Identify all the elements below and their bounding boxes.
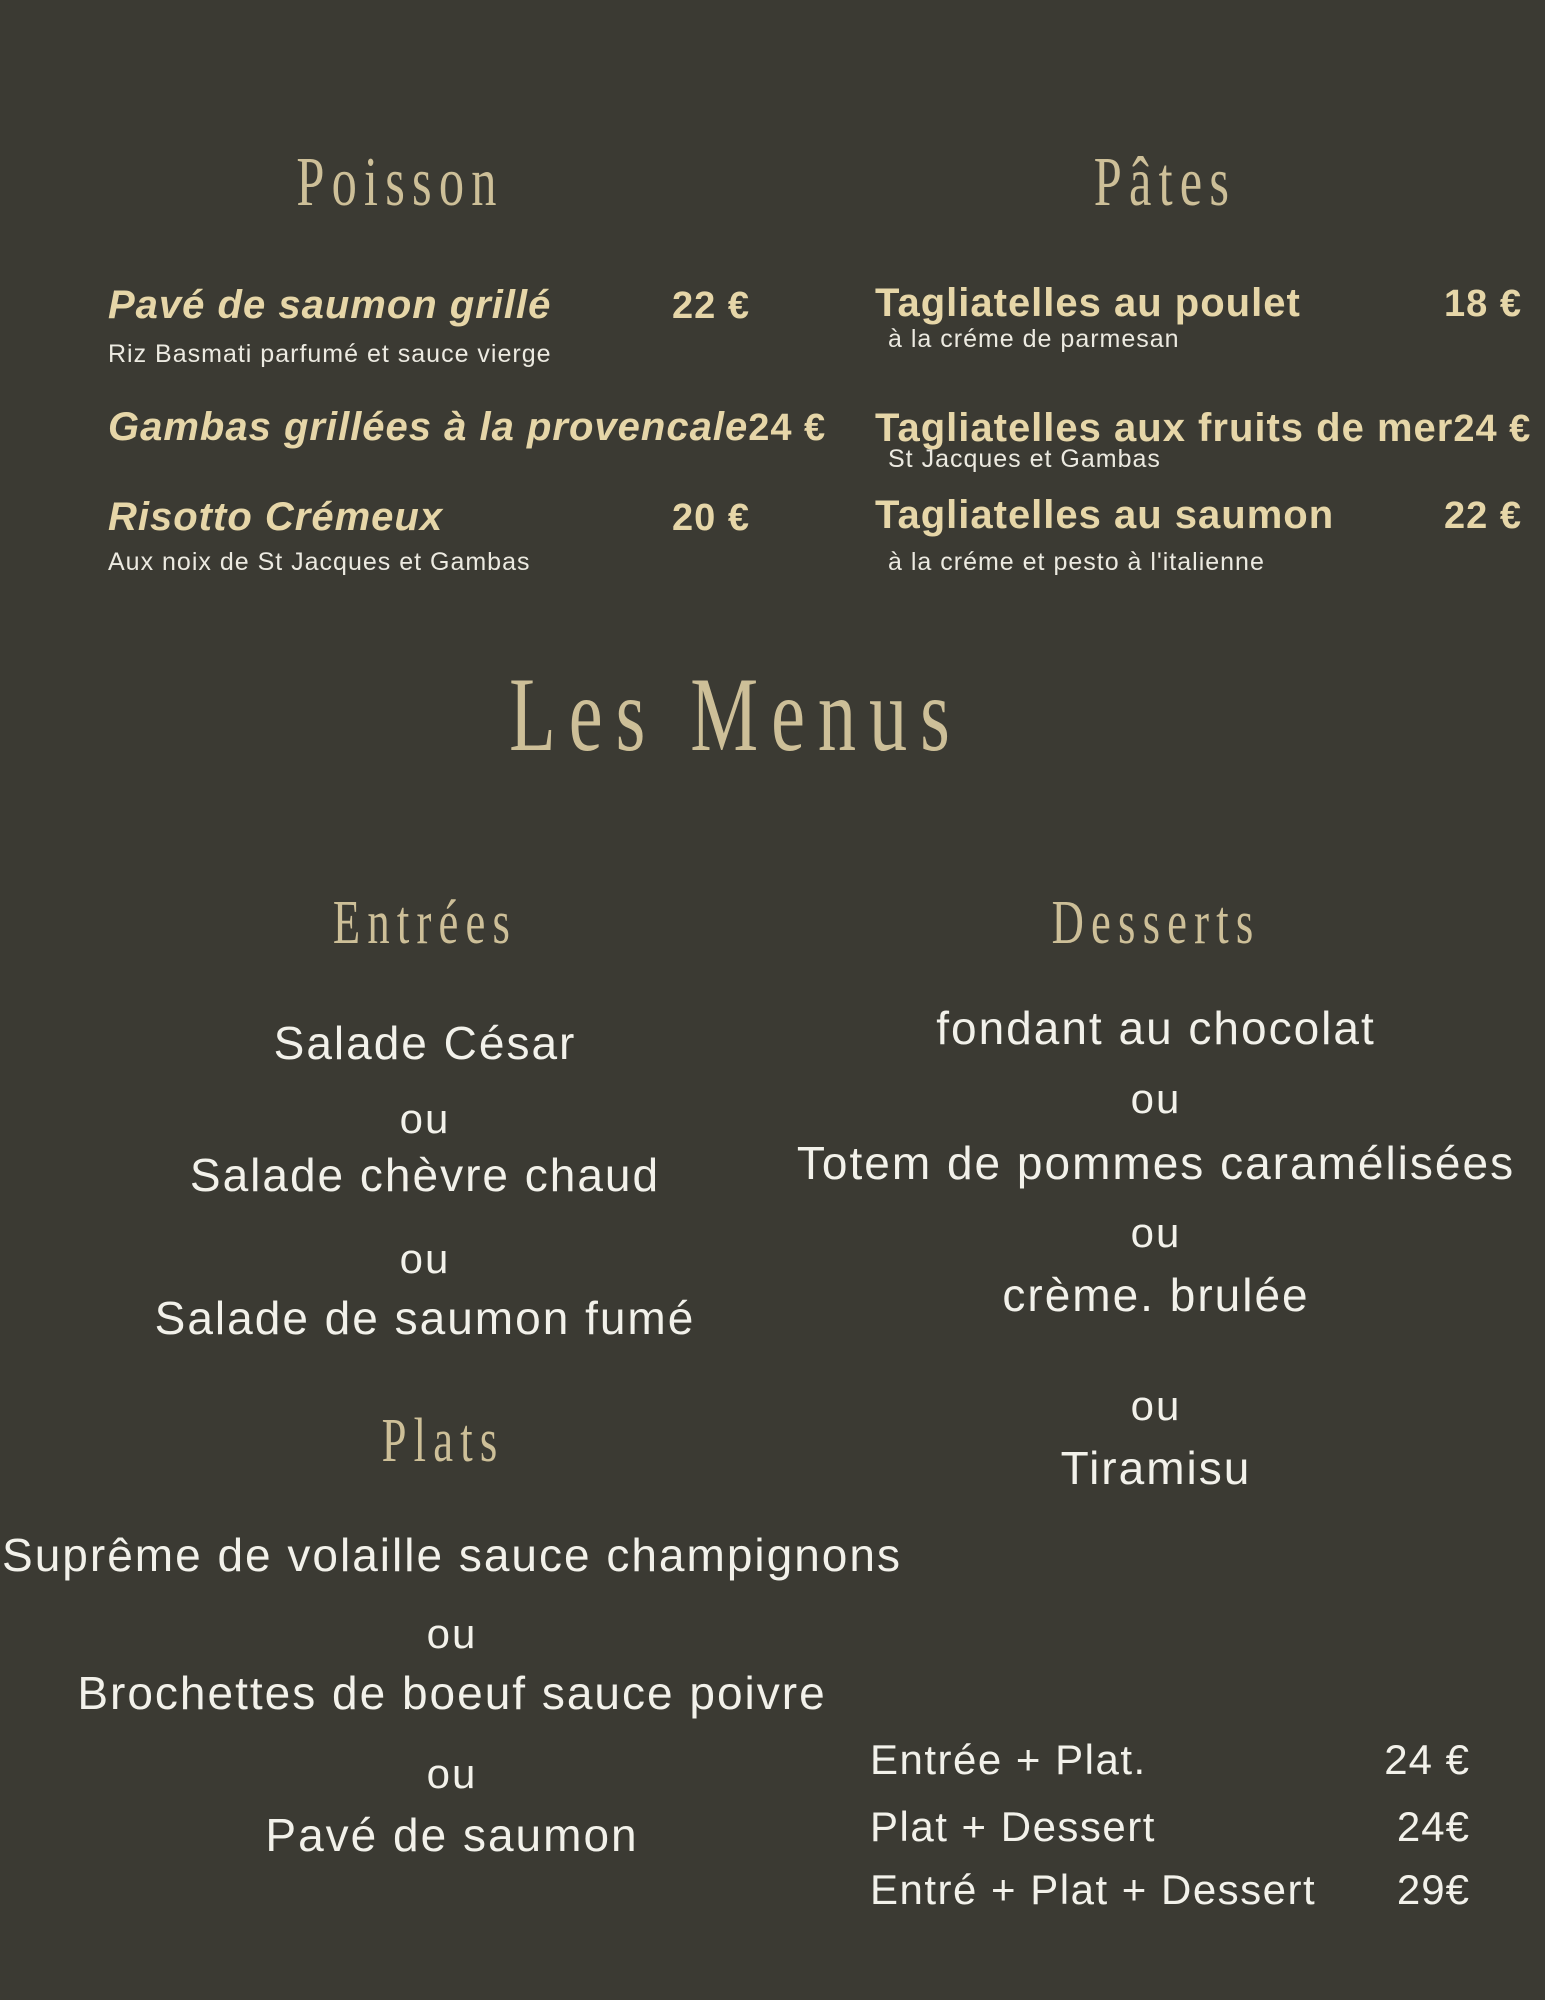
dish-name: Tagliatelles au poulet [875,281,1301,325]
dish-price: 20 € [672,497,750,539]
dish-description: Riz Basmati parfumé et sauce vierge [108,340,552,368]
les-menus-title: Les Menus [509,656,963,773]
or-separator: ou [1130,1209,1182,1256]
dish-description: à la créme et pesto à l'italienne [888,548,1265,576]
dish-price: 24 € [748,407,827,449]
poisson-heading: Poisson [296,144,504,221]
menu-option: Salade César [273,1017,577,1069]
or-separator: ou [399,1095,451,1142]
pates-heading: Pâtes [1093,144,1237,221]
dish-row [108,405,827,450]
dish-price: 22 € [672,285,750,327]
formula-price: 29€ [1396,1866,1470,1913]
formula-label: Plat + Dessert [870,1803,1156,1850]
menu-option: Salade de saumon fumé [154,1292,696,1344]
plats-heading: Plats [381,1407,505,1475]
desserts-heading: Desserts [1051,889,1261,957]
formula-row [870,1803,1470,1851]
dish-row [875,281,1522,326]
entrees-heading: Entrées [332,889,518,957]
or-separator: ou [426,1610,478,1657]
or-separator: ou [1130,1382,1182,1429]
formula-row [870,1736,1470,1784]
dish-row [108,495,750,540]
menu-option: Tiramisu [1060,1442,1252,1494]
or-separator: ou [426,1750,478,1797]
menu-option: Brochettes de boeuf sauce poivre [77,1667,827,1719]
dish-name: Tagliatelles au saumon [875,493,1335,537]
dish-name: Pavé de saumon grillé [108,283,552,327]
or-separator: ou [1130,1075,1182,1122]
dish-name: Tagliatelles aux fruits de mer [875,406,1454,450]
dish-price: 22 € [1444,495,1522,537]
dish-price: 18 € [1444,283,1522,325]
menu-option: Totem de pommes caramélisées [796,1137,1516,1189]
menu-option: crème. brulée [1002,1269,1310,1321]
or-separator: ou [399,1235,451,1282]
dish-price: 24 € [1453,408,1532,450]
menu-option: fondant au chocolat [936,1002,1376,1054]
formula-row [870,1866,1470,1914]
dish-description: St Jacques et Gambas [888,445,1161,473]
menu-option: Salade chèvre chaud [189,1149,661,1201]
dish-row [875,493,1522,538]
dish-name: Risotto Crémeux [108,495,444,539]
formula-price: 24€ [1396,1803,1470,1850]
dish-name: Gambas grillées à la provencale [108,405,749,449]
menu-option: Suprême de volaille sauce champignons [2,1529,902,1581]
formula-price: 24 € [1384,1736,1470,1783]
formula-label: Entré + Plat + Dessert [870,1866,1317,1913]
dish-description: Aux noix de St Jacques et Gambas [108,548,531,576]
menu-option: Pavé de saumon [265,1809,639,1861]
formula-label: Entrée + Plat. [870,1736,1147,1783]
dish-description: à la créme de parmesan [888,325,1180,353]
dish-row [108,283,750,328]
